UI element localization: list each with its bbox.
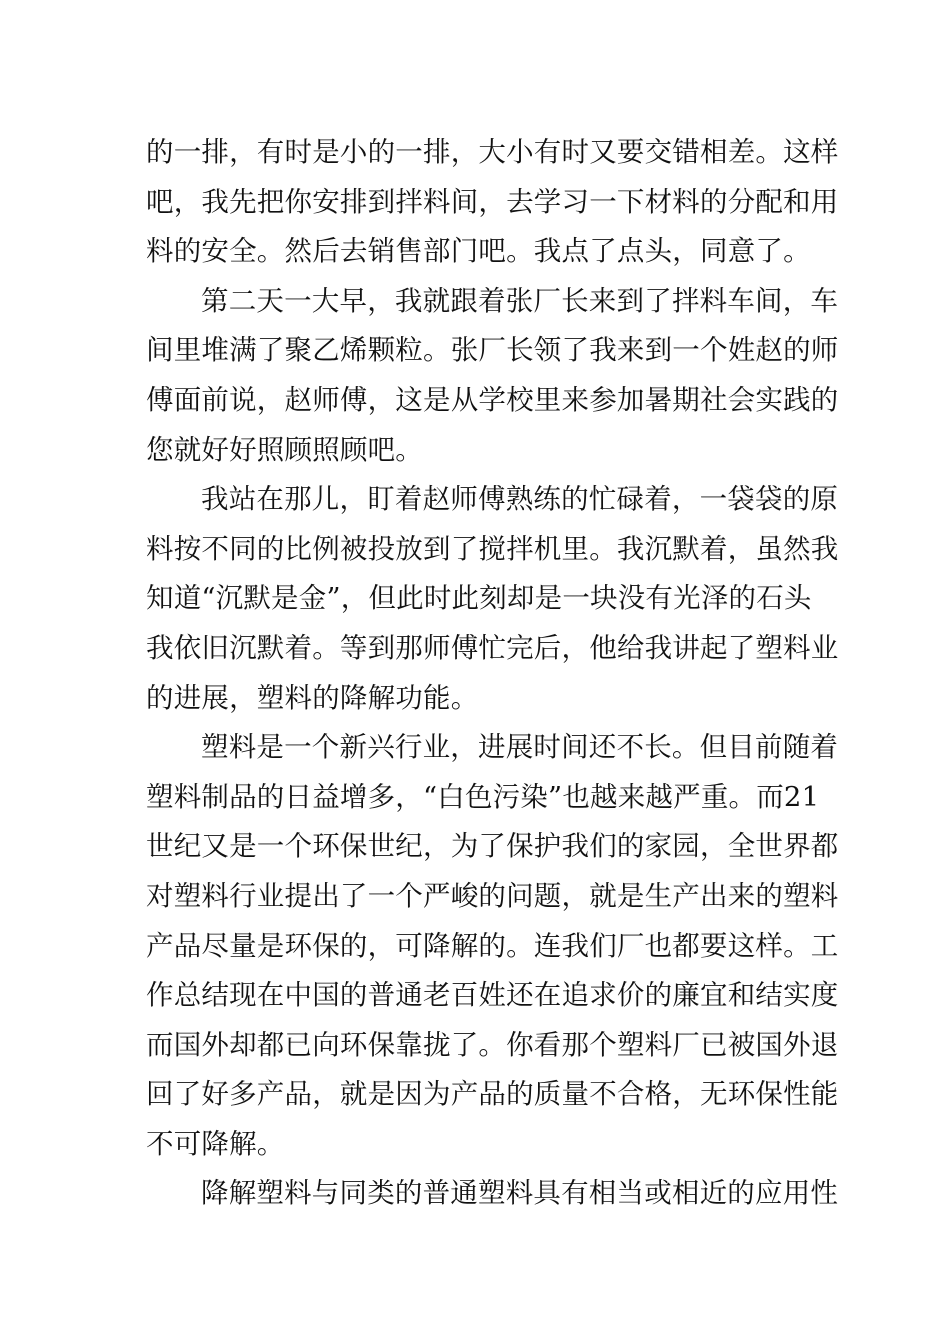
- text-line: 料的安全。然后去销售部门吧。我点了点头，同意了。: [146, 235, 811, 268]
- text-line: 产品尽量是环保的，可降解的。连我们厂也都要这样。工: [146, 929, 839, 962]
- document-body: [146, 128, 839, 1219]
- text-line: 吧，我先把你安排到拌料间，去学习一下材料的分配和用: [146, 185, 839, 218]
- text-line: 第二天一大早，我就跟着张厂长来到了拌料车间，车: [201, 284, 839, 317]
- text-line: 塑料制品的日益增多，“白色污染”也越来越严重。而21: [146, 780, 820, 813]
- text-line: 我依旧沉默着。等到那师傅忙完后，他给我讲起了塑料业: [146, 631, 839, 664]
- text-line: 的进展，塑料的降解功能。: [146, 681, 479, 714]
- text-line: 不可降解。: [146, 1127, 285, 1160]
- text-line: 而国外却都已向环保靠拢了。你看那个塑料厂已被国外退: [146, 1028, 839, 1061]
- text-line: 降解塑料与同类的普通塑料具有相当或相近的应用性: [201, 1177, 839, 1210]
- text-line: 作总结现在中国的普通老百姓还在追求价的廉宜和结实度: [146, 979, 839, 1012]
- text-line: 知道“沉默是金”，但此时此刻却是一块没有光泽的石头: [146, 582, 812, 615]
- text-line: 的一排，有时是小的一排，大小有时又要交错相差。这样: [146, 136, 839, 168]
- text-line: 傅面前说，赵师傅，这是从学校里来参加暑期社会实践的: [146, 383, 839, 416]
- text-line: 我站在那儿，盯着赵师傅熟练的忙碌着，一袋袋的原: [201, 483, 839, 516]
- text-line: 您就好好照顾照顾吧。: [146, 433, 423, 466]
- text-line: 料按不同的比例被投放到了搅拌机里。我沉默着，虽然我: [146, 532, 839, 565]
- text-line: 塑料是一个新兴行业，进展时间还不长。但目前随着: [201, 731, 839, 764]
- text-line: 间里堆满了聚乙烯颗粒。张厂长领了我来到一个姓赵的师: [146, 334, 839, 367]
- text-line: 世纪又是一个环保世纪，为了保护我们的家园，全世界都: [146, 830, 839, 863]
- text-line: 回了好多产品，就是因为产品的质量不合格，无环保性能: [146, 1078, 839, 1111]
- text-line: 对塑料行业提出了一个严峻的问题，就是生产出来的塑料: [146, 879, 839, 912]
